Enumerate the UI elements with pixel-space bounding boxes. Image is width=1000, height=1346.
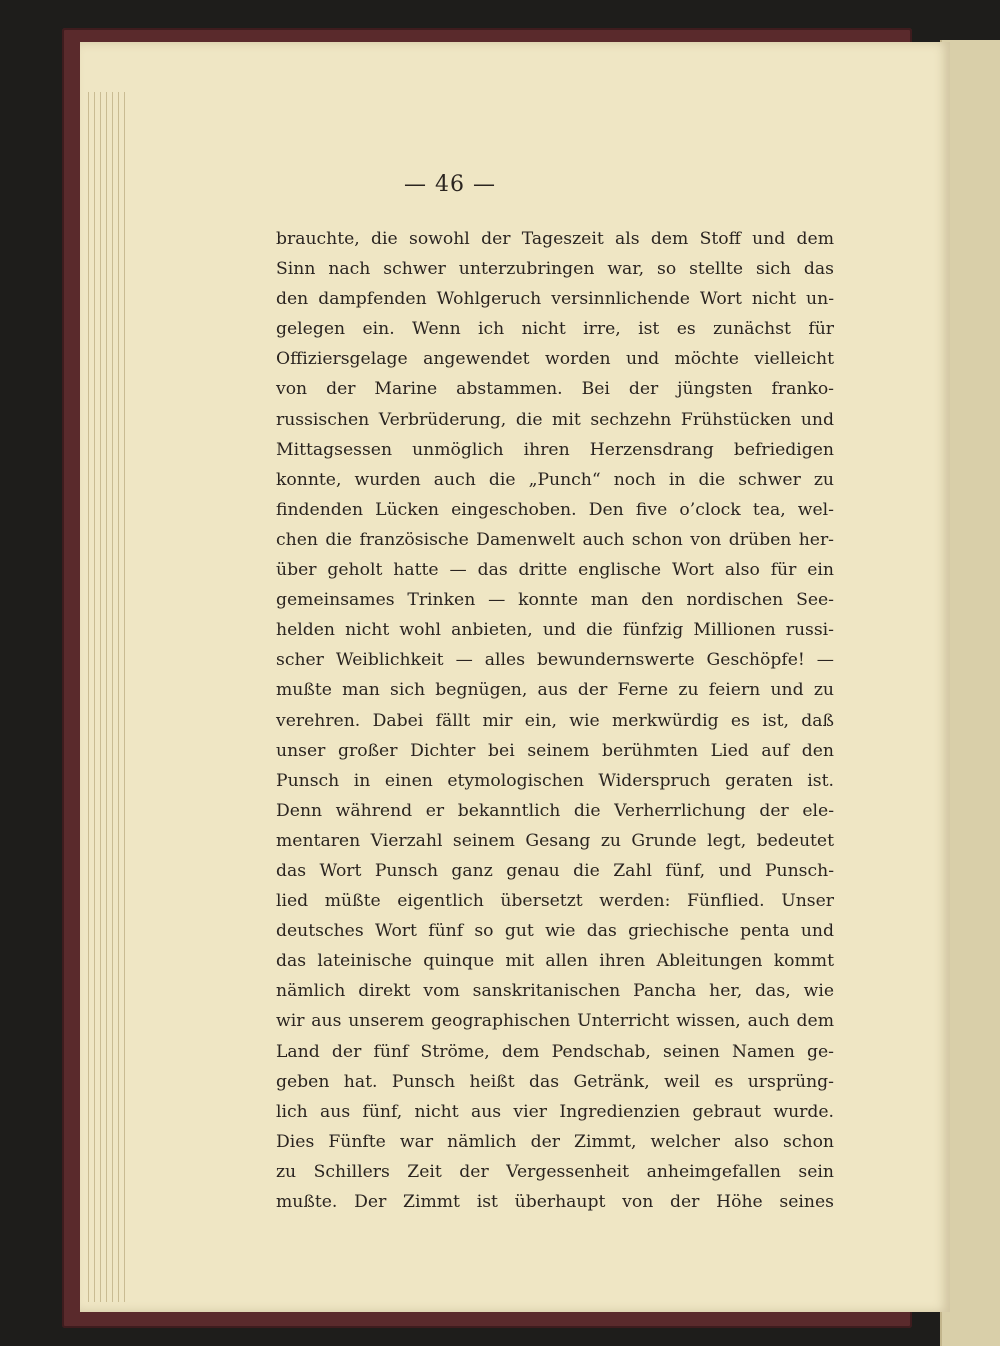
text-line: unser großer Dichter bei seinem berühmten Lied auf den — [276, 740, 834, 761]
text-line: konnte, wurden auch die „Punch“ noch in die schwer zu — [276, 469, 834, 490]
text-line: über geholt hatte — das dritte englische Wort also für ein — [276, 560, 834, 581]
text-line: das lateinische quinque mit allen ihren Ableitungen kommt — [276, 951, 834, 972]
text-line: gemeinsames Trinken — konnte man den nordischen See- — [276, 590, 834, 611]
page-stack-edge — [112, 92, 113, 1302]
body-text — [276, 224, 834, 1217]
text-line: Offiziersgelage angewendet worden und möchte vielleicht — [276, 349, 834, 370]
text-line: das Wort Punsch ganz genau die Zahl fünf, und Punsch- — [276, 860, 834, 881]
text-line: verehren. Dabei fällt mir ein, wie merkwürdig es ist, daß — [276, 710, 834, 731]
text-line: Punsch in einen etymologischen Widerspruch geraten ist. — [276, 770, 834, 791]
page-stack-edge — [88, 92, 89, 1302]
page-number: — 46 — — [404, 172, 496, 197]
text-line: mentaren Vierzahl seinem Gesang zu Grunde legt, bedeutet — [276, 830, 834, 851]
page-stack-edge — [124, 92, 125, 1302]
text-line: chen die französische Damenwelt auch schon von drüben her- — [276, 529, 834, 550]
text-line: den dampfenden Wohlgeruch versinnlichende Wort nicht un- — [276, 289, 834, 310]
text-line: von der Marine abstammen. Bei der jüngsten franko- — [276, 379, 834, 400]
text-line: gelegen ein. Wenn ich nicht irre, ist es zunächst für — [276, 319, 834, 340]
text-line: mußte man sich begnügen, aus der Ferne zu feiern und zu — [276, 680, 834, 701]
text-line: Sinn nach schwer unterzubringen war, so stellte sich das — [276, 259, 834, 280]
text-line: lied müßte eigentlich übersetzt werden: Fünflied. Unser — [276, 891, 834, 912]
text-line: findenden Lücken eingeschoben. Den five o’clock tea, wel- — [276, 499, 834, 520]
text-line: helden nicht wohl anbieten, und die fünfzig Millionen russi- — [276, 620, 834, 641]
text-line: scher Weiblichkeit — alles bewundernswerte Geschöpfe! — — [276, 650, 834, 671]
text-line: mußte. Der Zimmt ist überhaupt von der Höhe seines — [276, 1192, 834, 1212]
text-line: geben hat. Punsch heißt das Getränk, weil es ursprüng- — [276, 1071, 834, 1092]
text-line: Denn während er bekanntlich die Verherrlichung der ele- — [276, 800, 834, 821]
text-line: brauchte, die sowohl der Tageszeit als dem Stoff und dem — [276, 229, 834, 249]
page-stack-edge — [106, 92, 107, 1302]
text-line: Land der fünf Ströme, dem Pendschab, seinen Namen ge- — [276, 1041, 834, 1062]
text-line: lich aus fünf, nicht aus vier Ingredienzien gebraut wurde. — [276, 1101, 834, 1122]
text-line: nämlich direkt vom sanskritanischen Pancha her, das, wie — [276, 981, 834, 1002]
text-line: wir aus unserem geographischen Unterricht wissen, auch dem — [276, 1011, 834, 1032]
page-stack-edge — [118, 92, 119, 1302]
text-line: Dies Fünfte war nämlich der Zimmt, welcher also schon — [276, 1131, 834, 1152]
text-line: Mittagsessen unmöglich ihren Herzensdrang befriedigen — [276, 439, 834, 460]
text-line: deutsches Wort fünf so gut wie das griechische penta und — [276, 921, 834, 942]
page-stack-edge — [100, 92, 101, 1302]
page-stack-edge — [94, 92, 95, 1302]
text-line: zu Schillers Zeit der Vergessenheit anheimgefallen sein — [276, 1161, 834, 1182]
text-line: russischen Verbrüderung, die mit sechzehn Frühstücken und — [276, 409, 834, 430]
